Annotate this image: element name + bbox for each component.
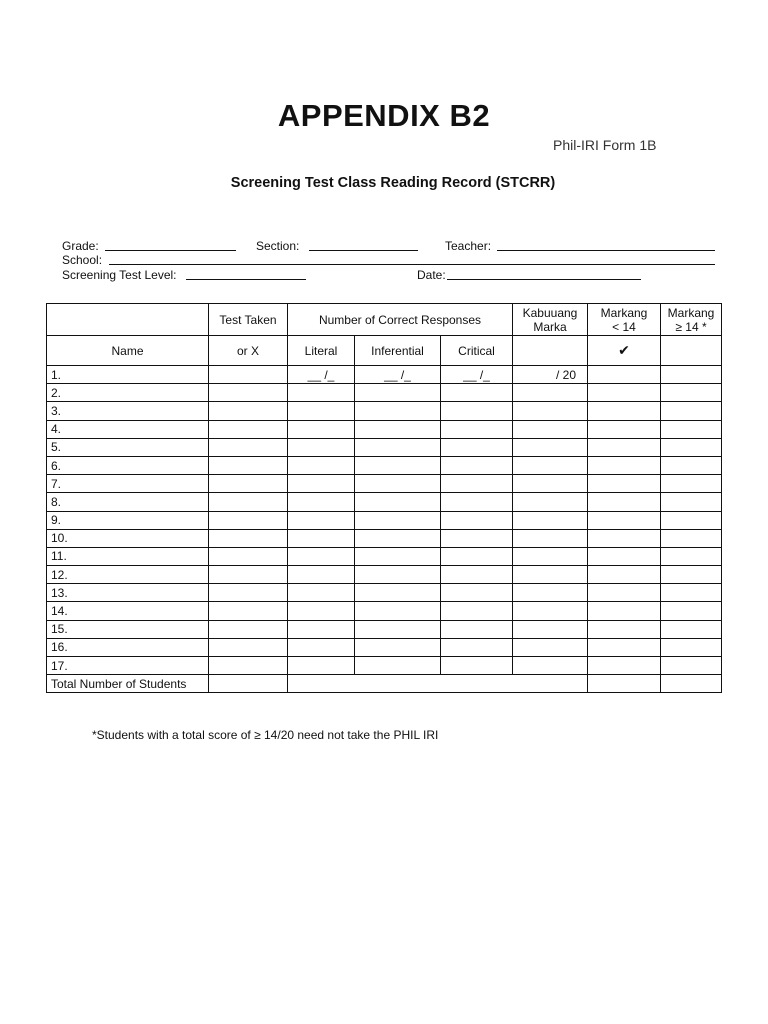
at-least-14-cell[interactable] <box>661 657 722 675</box>
school-line[interactable] <box>109 264 715 265</box>
header-blank <box>513 336 588 366</box>
inferential-cell[interactable]: __ /_ <box>355 366 441 384</box>
critical-cell[interactable] <box>441 493 513 511</box>
inferential-cell[interactable] <box>355 475 441 493</box>
at-least-14-cell[interactable] <box>661 529 722 547</box>
literal-cell[interactable] <box>288 657 355 675</box>
table-row <box>47 566 722 584</box>
student-name-cell[interactable]: 12. <box>47 566 209 584</box>
test-taken-cell[interactable] <box>209 384 288 402</box>
literal-cell[interactable] <box>288 584 355 602</box>
student-name-cell[interactable]: 1. <box>47 366 209 384</box>
critical-cell[interactable] <box>441 620 513 638</box>
table-row <box>47 438 722 456</box>
total-score-cell[interactable]: / 20 <box>513 366 588 384</box>
student-name-cell[interactable]: 8. <box>47 493 209 511</box>
at-least-14-cell[interactable] <box>661 475 722 493</box>
student-name-cell[interactable]: 4. <box>47 420 209 438</box>
total-blank-cell <box>288 675 588 693</box>
at-least-14-cell[interactable] <box>661 511 722 529</box>
test-taken-cell[interactable] <box>209 547 288 565</box>
total-students-label: Total Number of Students <box>47 675 209 693</box>
student-name-cell[interactable]: 7. <box>47 475 209 493</box>
inferential-cell[interactable] <box>355 566 441 584</box>
at-least-14-cell[interactable] <box>661 566 722 584</box>
table-row <box>47 420 722 438</box>
below-14-cell[interactable] <box>588 438 661 456</box>
total-score-cell[interactable] <box>513 638 588 656</box>
header-markang-ge-label: Markang <box>667 305 715 320</box>
total-students-row <box>47 675 722 693</box>
inferential-cell[interactable] <box>355 620 441 638</box>
header-marka: Marka <box>533 319 567 334</box>
inferential-cell[interactable] <box>355 529 441 547</box>
literal-cell[interactable] <box>288 547 355 565</box>
literal-cell[interactable] <box>288 493 355 511</box>
total-below-14-cell[interactable] <box>588 675 661 693</box>
inferential-cell[interactable] <box>355 438 441 456</box>
below-14-cell[interactable] <box>588 493 661 511</box>
inferential-cell[interactable] <box>355 657 441 675</box>
test-taken-cell[interactable] <box>209 602 288 620</box>
total-score-cell[interactable] <box>513 493 588 511</box>
total-score-cell[interactable] <box>513 584 588 602</box>
at-least-14-cell[interactable] <box>661 402 722 420</box>
school-label: School: <box>62 253 103 267</box>
inferential-cell[interactable] <box>355 402 441 420</box>
below-14-cell[interactable] <box>588 384 661 402</box>
checkmark-icon: ✔ <box>588 336 661 366</box>
critical-cell[interactable] <box>441 402 513 420</box>
at-least-14-cell[interactable] <box>661 620 722 638</box>
student-name-cell[interactable]: 14. <box>47 602 209 620</box>
at-least-14-cell[interactable] <box>661 638 722 656</box>
table-row <box>47 493 722 511</box>
total-score-cell[interactable] <box>513 475 588 493</box>
student-name-cell[interactable]: 10. <box>47 529 209 547</box>
table-row <box>47 657 722 675</box>
at-least-14-cell[interactable] <box>661 438 722 456</box>
header-correct-responses: Number of Correct Responses <box>288 304 513 336</box>
header-or-x: or X <box>209 336 288 366</box>
header-kabuuang-marka <box>513 304 588 336</box>
total-score-cell[interactable] <box>513 420 588 438</box>
date-line[interactable] <box>447 279 641 280</box>
below-14-cell[interactable] <box>588 402 661 420</box>
test-taken-cell[interactable] <box>209 529 288 547</box>
at-least-14-cell[interactable] <box>661 384 722 402</box>
total-score-cell[interactable] <box>513 529 588 547</box>
critical-cell[interactable] <box>441 438 513 456</box>
test-taken-cell[interactable] <box>209 620 288 638</box>
date-label: Date: <box>417 268 446 282</box>
critical-cell[interactable] <box>441 566 513 584</box>
test-taken-cell[interactable] <box>209 638 288 656</box>
header-blank-2 <box>661 336 722 366</box>
literal-cell[interactable] <box>288 384 355 402</box>
below-14-cell[interactable] <box>588 584 661 602</box>
critical-cell[interactable] <box>441 547 513 565</box>
test-taken-cell[interactable] <box>209 438 288 456</box>
critical-cell[interactable] <box>441 511 513 529</box>
literal-cell[interactable] <box>288 620 355 638</box>
screening-level-label: Screening Test Level: <box>62 268 177 282</box>
grade-label: Grade: <box>62 239 99 253</box>
page-title: APPENDIX B2 <box>277 98 491 133</box>
critical-cell[interactable] <box>441 420 513 438</box>
table-row <box>47 456 722 474</box>
teacher-label: Teacher: <box>445 239 492 253</box>
critical-cell[interactable] <box>441 638 513 656</box>
below-14-cell[interactable] <box>588 602 661 620</box>
total-score-cell[interactable] <box>513 547 588 565</box>
header-kabuuang: Kabuuang <box>522 305 578 320</box>
inferential-cell[interactable] <box>355 493 441 511</box>
total-students-value-cell[interactable] <box>209 675 288 693</box>
below-14-cell[interactable] <box>588 475 661 493</box>
critical-cell[interactable] <box>441 456 513 474</box>
below-14-cell[interactable] <box>588 366 661 384</box>
inferential-cell[interactable] <box>355 638 441 656</box>
student-name-cell[interactable]: 11. <box>47 547 209 565</box>
inferential-cell[interactable] <box>355 420 441 438</box>
critical-cell[interactable] <box>441 584 513 602</box>
table-row <box>47 584 722 602</box>
teacher-line[interactable] <box>497 250 715 251</box>
at-least-14-cell[interactable] <box>661 420 722 438</box>
at-least-14-cell[interactable] <box>661 456 722 474</box>
header-ge14: ≥ 14 * <box>675 319 707 334</box>
student-name-cell[interactable]: 2. <box>47 384 209 402</box>
reading-record-table <box>46 303 722 693</box>
header-lt14: < 14 <box>612 319 636 334</box>
critical-cell[interactable] <box>441 529 513 547</box>
literal-cell[interactable] <box>288 420 355 438</box>
student-name-cell[interactable]: 16. <box>47 638 209 656</box>
below-14-cell[interactable] <box>588 620 661 638</box>
literal-cell[interactable] <box>288 402 355 420</box>
form-code: Phil-IRI Form 1B <box>553 137 657 153</box>
inferential-cell[interactable] <box>355 384 441 402</box>
total-score-cell[interactable] <box>513 438 588 456</box>
header-name-top <box>47 304 209 336</box>
literal-cell[interactable]: __ /_ <box>288 366 355 384</box>
inferential-cell[interactable] <box>355 584 441 602</box>
section-line[interactable] <box>309 250 418 251</box>
table-row <box>47 402 722 420</box>
total-at-least-14-cell[interactable] <box>661 675 722 693</box>
page-subtitle: Screening Test Class Reading Record (STCRR) <box>230 175 556 191</box>
table-row <box>47 547 722 565</box>
test-taken-cell[interactable] <box>209 475 288 493</box>
student-name-cell[interactable]: 9. <box>47 511 209 529</box>
below-14-cell[interactable] <box>588 511 661 529</box>
header-critical: Critical <box>441 336 513 366</box>
screening-level-line[interactable] <box>186 279 306 280</box>
section-label: Section: <box>256 239 300 253</box>
table-row <box>47 366 722 384</box>
header-test-taken: Test Taken <box>209 304 288 336</box>
header-markang-lt-label: Markang <box>600 305 648 320</box>
student-name-cell[interactable]: 3. <box>47 402 209 420</box>
test-taken-cell[interactable] <box>209 657 288 675</box>
header-literal: Literal <box>288 336 355 366</box>
below-14-cell[interactable] <box>588 456 661 474</box>
below-14-cell[interactable] <box>588 566 661 584</box>
test-taken-cell[interactable] <box>209 420 288 438</box>
literal-cell[interactable] <box>288 529 355 547</box>
table-row <box>47 475 722 493</box>
header-markang-ge14 <box>661 304 722 336</box>
literal-cell[interactable] <box>288 566 355 584</box>
header-name: Name <box>47 336 209 366</box>
test-taken-cell[interactable] <box>209 511 288 529</box>
at-least-14-cell[interactable] <box>661 584 722 602</box>
total-score-cell[interactable] <box>513 602 588 620</box>
total-score-cell[interactable] <box>513 620 588 638</box>
inferential-cell[interactable] <box>355 456 441 474</box>
critical-cell[interactable] <box>441 657 513 675</box>
test-taken-cell[interactable] <box>209 366 288 384</box>
below-14-cell[interactable] <box>588 638 661 656</box>
header-markang-lt14 <box>588 304 661 336</box>
literal-cell[interactable] <box>288 511 355 529</box>
inferential-cell[interactable] <box>355 547 441 565</box>
table-row <box>47 511 722 529</box>
grade-line[interactable] <box>105 250 236 251</box>
total-score-cell[interactable] <box>513 511 588 529</box>
footnote: *Students with a total score of ≥ 14/20 need not take the PHIL IRI <box>92 728 439 742</box>
literal-cell[interactable] <box>288 602 355 620</box>
critical-cell[interactable]: __ /_ <box>441 366 513 384</box>
critical-cell[interactable] <box>441 602 513 620</box>
student-name-cell[interactable]: 15. <box>47 620 209 638</box>
test-taken-cell[interactable] <box>209 456 288 474</box>
critical-cell[interactable] <box>441 475 513 493</box>
at-least-14-cell[interactable] <box>661 602 722 620</box>
table-row <box>47 638 722 656</box>
literal-cell[interactable] <box>288 438 355 456</box>
at-least-14-cell[interactable] <box>661 493 722 511</box>
at-least-14-cell[interactable] <box>661 547 722 565</box>
literal-cell[interactable] <box>288 475 355 493</box>
total-score-cell[interactable] <box>513 402 588 420</box>
student-name-cell[interactable]: 5. <box>47 438 209 456</box>
table-row <box>47 602 722 620</box>
student-name-cell[interactable]: 17. <box>47 657 209 675</box>
below-14-cell[interactable] <box>588 547 661 565</box>
at-least-14-cell[interactable] <box>661 366 722 384</box>
test-taken-cell[interactable] <box>209 402 288 420</box>
student-name-cell[interactable]: 13. <box>47 584 209 602</box>
total-score-cell[interactable] <box>513 456 588 474</box>
table-row <box>47 529 722 547</box>
table-header-row-2 <box>47 336 722 366</box>
below-14-cell[interactable] <box>588 529 661 547</box>
literal-cell[interactable] <box>288 638 355 656</box>
table-row <box>47 620 722 638</box>
test-taken-cell[interactable] <box>209 566 288 584</box>
test-taken-cell[interactable] <box>209 584 288 602</box>
table-header-row-1 <box>47 304 722 336</box>
literal-cell[interactable] <box>288 456 355 474</box>
total-score-cell[interactable] <box>513 384 588 402</box>
inferential-cell[interactable] <box>355 511 441 529</box>
table-row <box>47 384 722 402</box>
test-taken-cell[interactable] <box>209 493 288 511</box>
header-inferential: Inferential <box>355 336 441 366</box>
total-score-cell[interactable] <box>513 657 588 675</box>
inferential-cell[interactable] <box>355 602 441 620</box>
below-14-cell[interactable] <box>588 657 661 675</box>
student-name-cell[interactable]: 6. <box>47 456 209 474</box>
critical-cell[interactable] <box>441 384 513 402</box>
total-score-cell[interactable] <box>513 566 588 584</box>
below-14-cell[interactable] <box>588 420 661 438</box>
